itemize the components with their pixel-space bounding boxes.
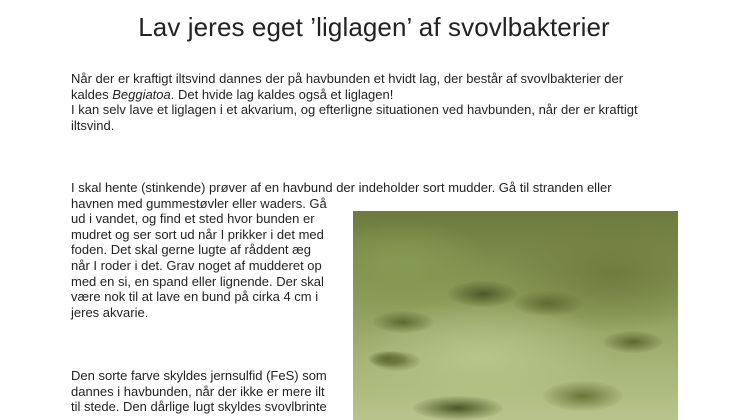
intro-line	[71, 87, 681, 103]
explanation-line: til stede. Den dårlige lugt skyldes svovlbrinte	[71, 399, 327, 415]
seabed-clump	[413, 396, 503, 420]
instructions-line: mudret og ser sort ud når I prikker i det med	[71, 226, 324, 242]
intro-line: I kan selv lave et liglagen i et akvarium, og efterligne situationen ved havbunden, når der er kraftigt	[71, 102, 638, 118]
instructions-line: foden. Det skal gerne lugte af råddent æg	[71, 242, 311, 258]
seabed-clump	[373, 311, 433, 333]
seabed-clump	[543, 381, 623, 411]
intro-text: . Det hvide lag kaldes også et liglagen!	[170, 86, 394, 102]
instructions-line: havnen med gummestøvler eller waders. Gå	[71, 195, 327, 211]
explanation-paragraph	[71, 368, 341, 415]
seabed-photo	[353, 211, 678, 420]
instructions-line: når I roder i det. Grav noget af mudderet op	[71, 257, 322, 273]
seabed-clump	[448, 281, 518, 307]
instructions-line: være nok til at lave en bund på cirka 4 cm i	[71, 289, 319, 305]
seabed-clump	[513, 291, 583, 316]
instructions-line: ud i vandet, og find et sted hvor bunden er	[71, 211, 315, 227]
intro-paragraph	[71, 71, 681, 133]
intro-line: Når der er kraftigt iltsvind dannes der på havbunden et hvidt lag, der består af svovlbakterier der	[71, 71, 624, 86]
seabed-clump	[371, 351, 421, 371]
seabed-clump	[603, 331, 663, 353]
instructions-line: jeres akvarie.	[71, 304, 149, 320]
document-title: Lav jeres eget ’liglagen’ af svovlbakterier	[138, 12, 610, 42]
species-name: Beggiatoa	[112, 86, 171, 102]
explanation-line: dannes i havbunden, når der ikke er mere ilt	[71, 383, 325, 399]
intro-line: iltsvind.	[71, 117, 115, 133]
instructions-line: I skal hente (stinkende) prøver af en havbund der indeholder sort mudder. Gå til stranden eller	[71, 180, 612, 195]
instructions-line: med en si, en spand eller lignende. Der skal	[71, 273, 324, 289]
intro-text: kaldes	[71, 86, 113, 102]
explanation-line: Den sorte farve skyldes jernsulfid (FeS) som	[71, 368, 327, 383]
